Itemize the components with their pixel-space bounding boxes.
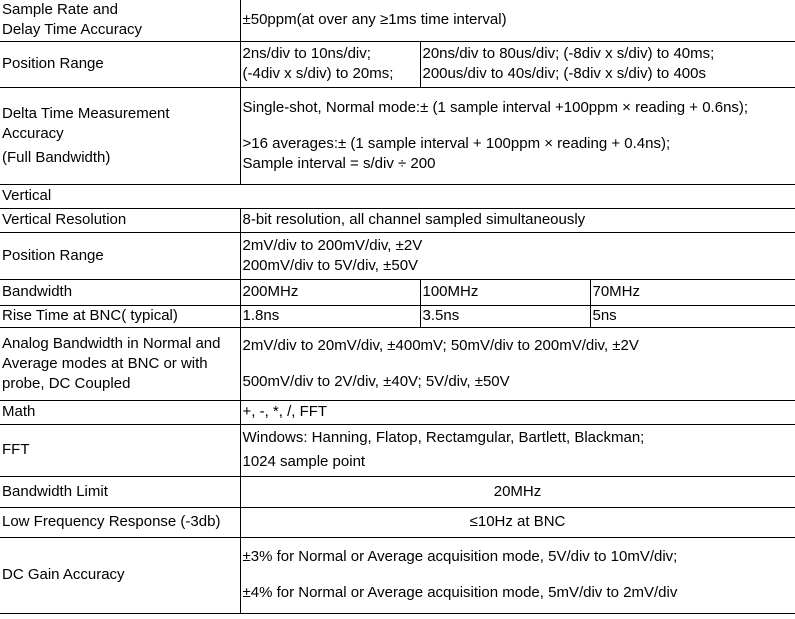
row-label: Rise Time at BNC( typical) (0, 305, 240, 327)
row-label: Delta Time Measurement Accuracy (Full Bandwidth) (0, 87, 240, 184)
row-value: 20MHz (240, 476, 795, 507)
row-value: 100MHz (420, 279, 590, 305)
row-value: 3.5ns (420, 305, 590, 327)
table-row (0, 507, 795, 537)
table-row (0, 279, 795, 305)
row-label: Position Range (0, 232, 240, 279)
row-label: Analog Bandwidth in Normal and Average modes at BNC or with probe, DC Coupled (0, 327, 240, 400)
table-row (0, 208, 795, 232)
row-value: 2mV/div to 20mV/div, ±400mV; 50mV/div to 200mV/div, ±2V 500mV/div to 2V/div, ±40V; 5V/div, ±50V (240, 327, 795, 400)
row-value: 70MHz (590, 279, 795, 305)
section-header-row (0, 184, 795, 208)
table-row (0, 424, 795, 476)
row-value: Single-shot, Normal mode:± (1 sample interval +100ppm × reading + 0.6ns); >16 averages:± (1 sample interval + 100ppm × reading + 0.4ns); Sample interval = s/div ÷ 200 (240, 87, 795, 184)
row-label: Sample Rate and Delay Time Accuracy (0, 0, 240, 41)
table-row (0, 305, 795, 327)
row-value: 2mV/div to 200mV/div, ±2V 200mV/div to 5V/div, ±50V (240, 232, 795, 279)
row-value: 5ns (590, 305, 795, 327)
row-value: 8-bit resolution, all channel sampled simultaneously (240, 208, 795, 232)
row-label: Position Range (0, 41, 240, 87)
table-row (0, 41, 795, 87)
row-value: 20ns/div to 80us/div; (-8div x s/div) to 40ms; 200us/div to 40s/div; (-8div x s/div) to 400s (420, 41, 795, 87)
table-row (0, 87, 795, 184)
table-row (0, 232, 795, 279)
row-value: 1.8ns (240, 305, 420, 327)
table-row (0, 537, 795, 613)
row-label: DC Gain Accuracy (0, 537, 240, 613)
table-row (0, 476, 795, 507)
row-value: ±3% for Normal or Average acquisition mode, 5V/div to 10mV/div; ±4% for Normal or Average acquisition mode, 5mV/div to 2mV/div (240, 537, 795, 613)
row-label: Vertical Resolution (0, 208, 240, 232)
row-value: ≤10Hz at BNC (240, 507, 795, 537)
row-value: 2ns/div to 10ns/div; (-4div x s/div) to 20ms; (240, 41, 420, 87)
row-value: +, -, *, /, FFT (240, 400, 795, 424)
row-label: Bandwidth (0, 279, 240, 305)
row-value: Windows: Hanning, Flatop, Rectamgular, Bartlett, Blackman; 1024 sample point (240, 424, 795, 476)
table-row (0, 0, 795, 41)
row-value: 200MHz (240, 279, 420, 305)
row-label: Bandwidth Limit (0, 476, 240, 507)
row-label: FFT (0, 424, 240, 476)
row-label: Math (0, 400, 240, 424)
section-header: Vertical (0, 184, 795, 208)
table-row (0, 327, 795, 400)
table-row (0, 400, 795, 424)
row-label: Low Frequency Response (-3db) (0, 507, 240, 537)
row-value: ±50ppm(at over any ≥1ms time interval) (240, 0, 795, 41)
